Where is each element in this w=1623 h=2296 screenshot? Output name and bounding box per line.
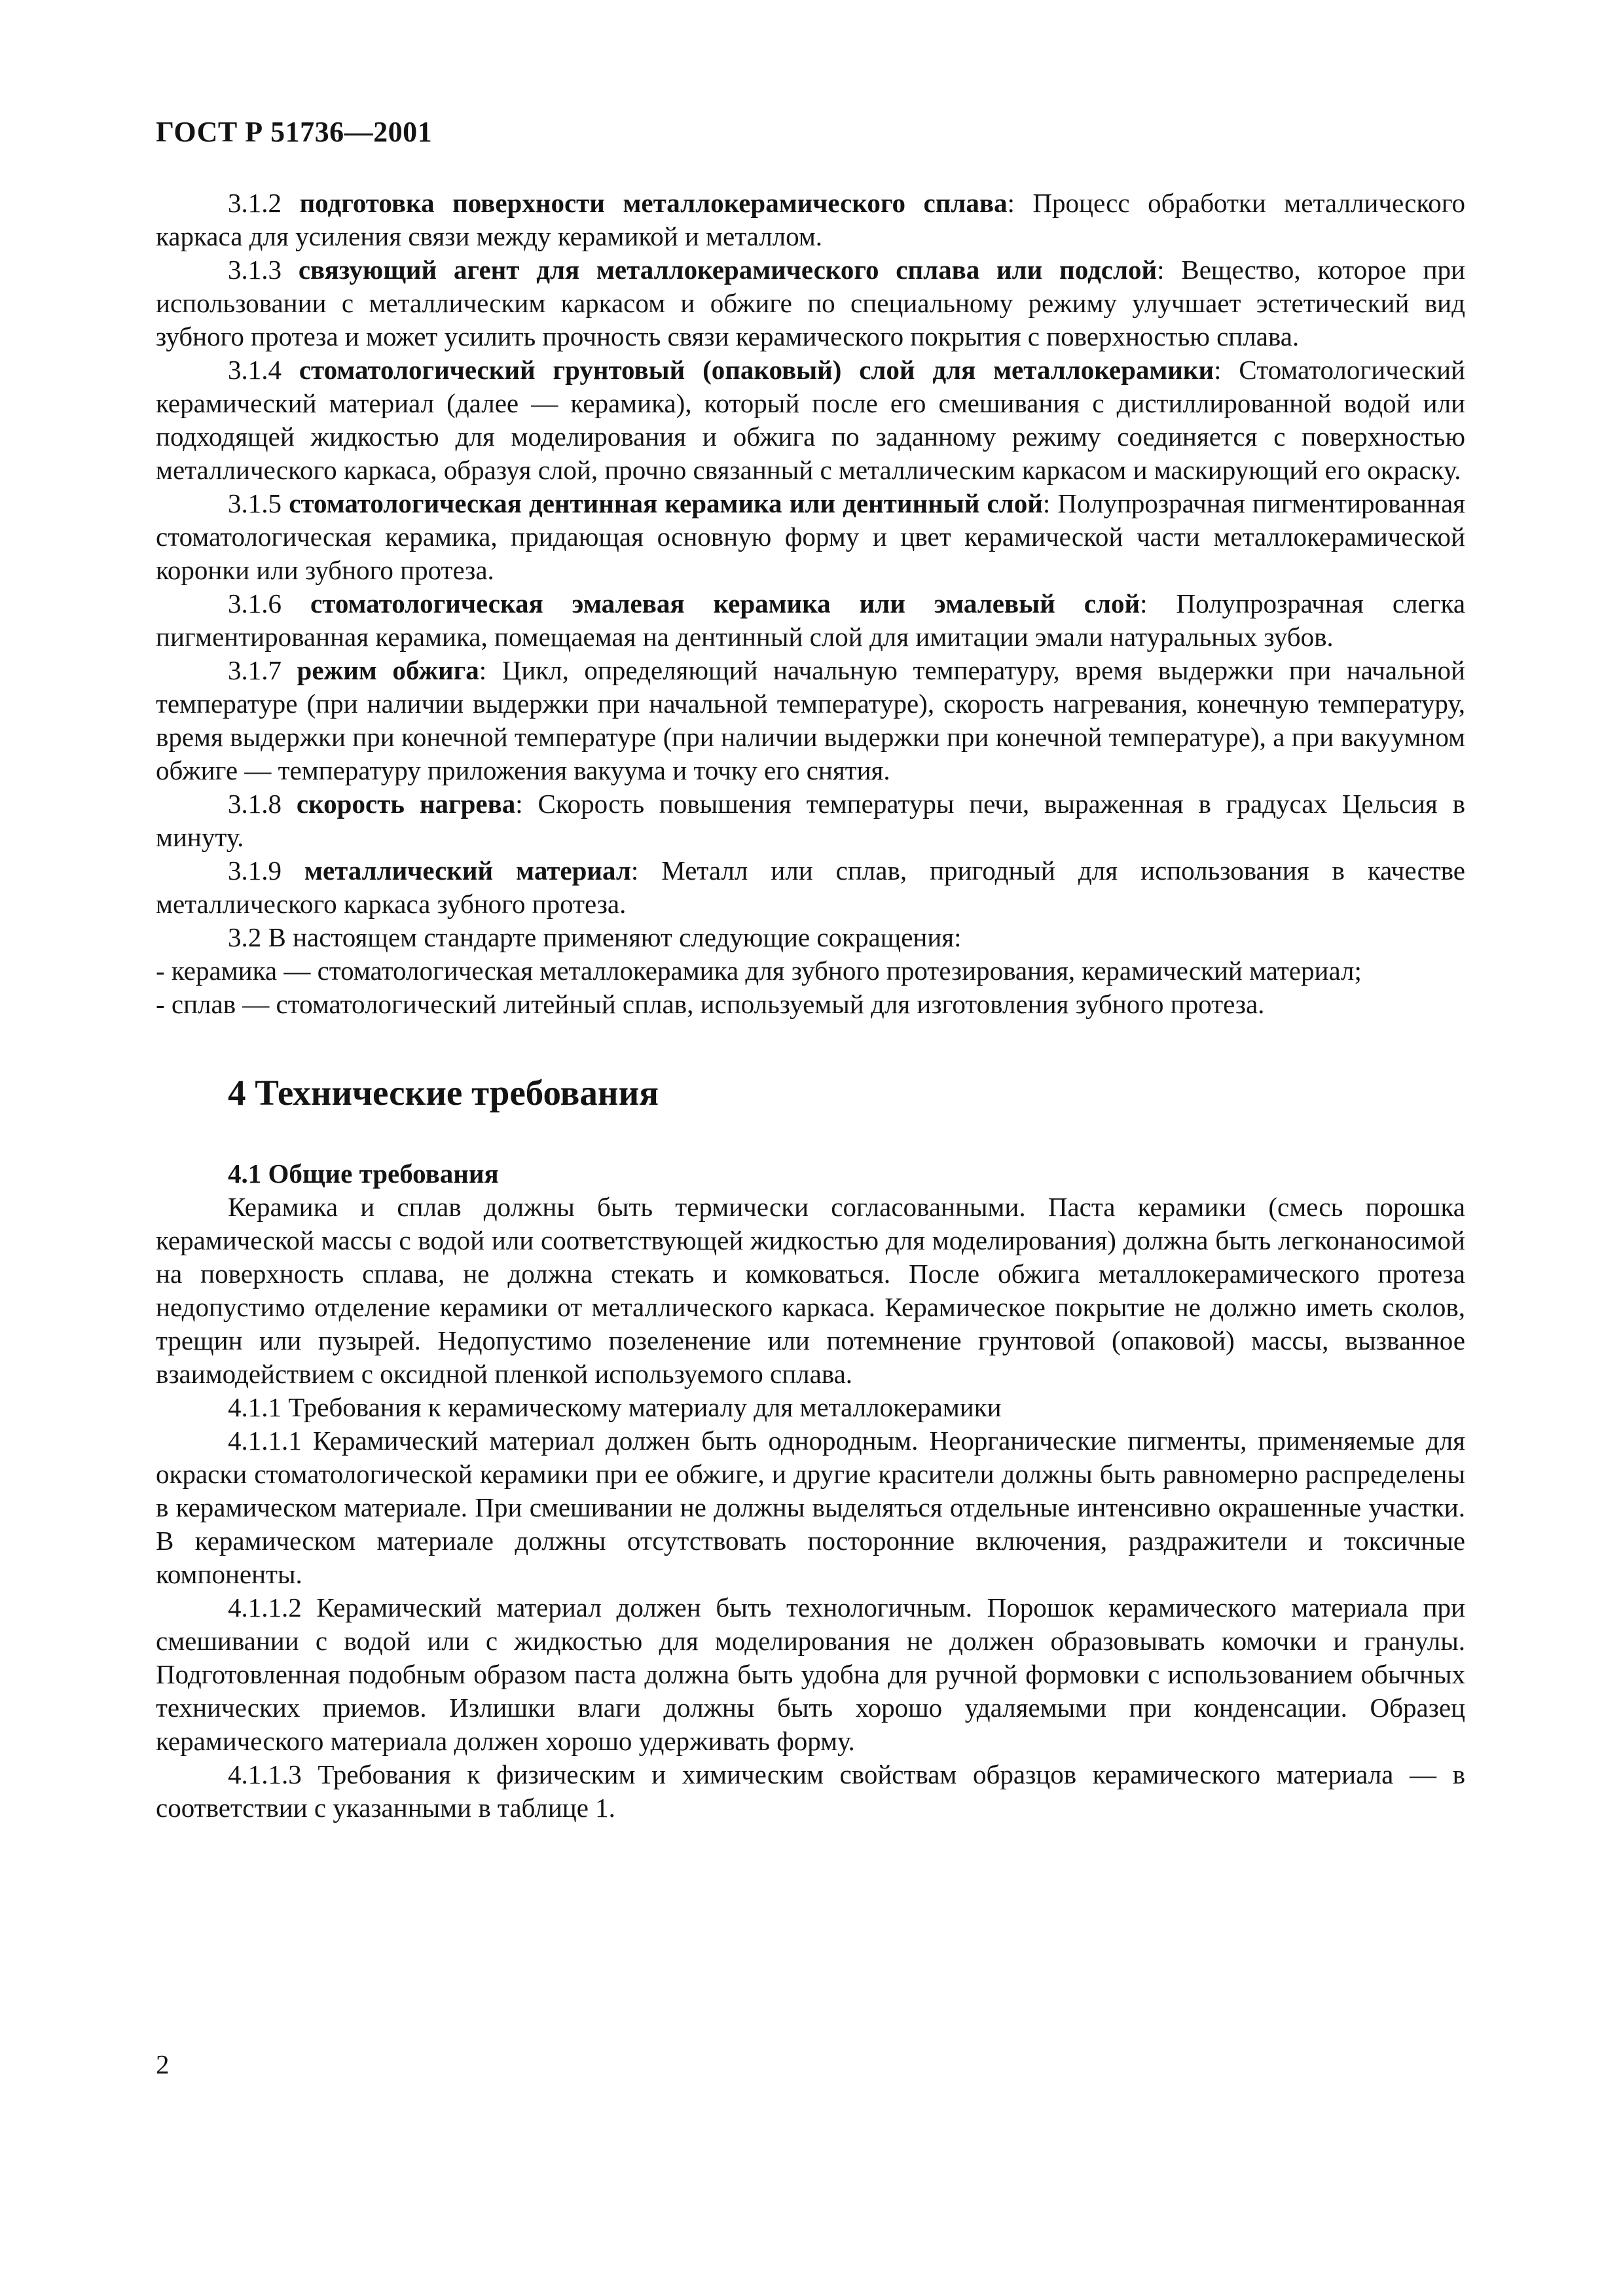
definition-term: режим обжига: [297, 655, 479, 685]
definition-term: металлический материал: [304, 855, 631, 886]
document-body: [156, 187, 1465, 1825]
definition-3-1-9: 3.1.9 металлический материал: Металл или сплав, пригодный для использования в качестве металлического каркаса зубного протеза.: [156, 855, 1466, 919]
definition-term: стоматологическая дентинная керамика или дентинный слой: [289, 488, 1043, 518]
definition-3-1-5: 3.1.5 стоматологическая дентинная керамика или дентинный слой: Полупрозрачная пигментированная стоматологическая керамика, придающая основную форму и цвет керамической части металлокерамической коронки или зубного протеза.: [156, 488, 1465, 585]
page-number: 2: [156, 2049, 170, 2079]
subsection-title: 4.1 Общие требования: [228, 1158, 499, 1189]
definition-term: скорость нагрева: [296, 789, 516, 819]
definition-3-1-8: 3.1.8 скорость нагрева: Скорость повышения температуры печи, выраженная в градусах Цельсия в минуту.: [156, 789, 1466, 852]
general-requirements-text: Керамика и сплав должны быть термически согласованными. Паста керамики (смесь порошка керамической массы с водой или соответствующей жидкостью для моделирования) должна быть легконаносимой на поверхность сплава, не должна стекать и комковаться. После обжига металлокерамического протеза недопустимо отделение керамики от металлического каркаса. Керамическое покрытие не должно иметь сколов, трещин или пузырей. Недопустимо позеленение или потемнение грунтовой (опаковой) массы, вызванное взаимодействием с оксидной пленкой используемого сплава.: [156, 1192, 1465, 1389]
abbreviations-intro: 3.2 В настоящем стандарте применяют следующие сокращения:: [228, 922, 962, 952]
clause-4-1-1-1: 4.1.1.1 Керамический материал должен быть однородным. Неорганические пигменты, применяемые для окраски стоматологической керамики при ее обжиге, и другие красители должны быть равномерно распределены в керамическом материале. При смешивании не должны выделяться отдельные интенсивно окрашенные участки. В керамическом материале должны отсутствовать посторонние включения, раздражители и токсичные компоненты.: [156, 1426, 1465, 1589]
clause-4-1-1: 4.1.1 Требования к керамическому материалу для металлокерамики: [228, 1392, 1002, 1422]
document-header: ГОСТ Р 51736—2001: [156, 116, 433, 148]
definition-3-1-6: 3.1.6 стоматологическая эмалевая керамика или эмалевый слой: Полупрозрачная слегка пигментированная керамика, помещаемая на дентинный слой для имитации эмали натуральных зубов.: [156, 588, 1466, 652]
definition-3-1-7: 3.1.7 режим обжига: Цикл, определяющий начальную температуру, время выдержки при начальной температуре (при наличии выдержки при начальной температуре), скорость нагревания, конечную температуру, время выдержки при конечной температуре (при наличии выдержки при конечной температуре), а при вакуумном обжиге — температуру приложения вакуума и точку его снятия.: [156, 655, 1466, 785]
definition-term: подготовка поверхности металлокерамического сплава: [299, 188, 1008, 218]
abbreviation-item: - керамика — стоматологическая металлокерамика для зубного протезирования, керамический материал;: [156, 956, 1362, 986]
definition-term: стоматологическая эмалевая керамика или эмалевый слой: [310, 588, 1140, 619]
definition-3-1-4: 3.1.4 стоматологический грунтовый (опаковый) слой для металлокерамики: Стоматологический керамический материал (далее — керамика), который после его смешивания с дистиллированной водой или подходящей жидкостью для моделирования и обжига по заданному режиму соединяется с поверхностью металлического каркаса, образуя слой, прочно связанный с металлическим каркасом и маскирующий его окраску.: [156, 355, 1465, 485]
definition-3-1-3: 3.1.3 связующий агент для металлокерамического сплава или подслой: Вещество, которое при использовании с металлическим каркасом и обжиге по специальному режиму улучшает эстетический вид зубного протеза и может усилить прочность связи керамического покрытия с поверхностью сплава.: [156, 255, 1465, 351]
abbreviation-item: - сплав — стоматологический литейный сплав, используемый для изготовления зубного протеза.: [156, 989, 1265, 1019]
section-title: 4 Технические требования: [228, 1073, 659, 1113]
definition-3-1-2: 3.1.2 подготовка поверхности металлокерамического сплава: Процесс обработки металлического каркаса для усиления связи между керамикой и металлом.: [156, 188, 1465, 251]
definition-term: связующий агент для металлокерамического сплава или подслой: [298, 255, 1158, 285]
clause-4-1-1-3: 4.1.1.3 Требования к физическим и химическим свойствам образцов керамического материала — в соответствии с указанными в таблице 1.: [156, 1759, 1465, 1823]
definition-term: стоматологический грунтовый (опаковый) слой для металлокерамики: [299, 355, 1214, 385]
clause-4-1-1-2: 4.1.1.2 Керамический материал должен быть технологичным. Порошок керамического материала при смешивании с водой или с жидкостью для моделирования не должен образовывать комочки и гранулы. Подготовленная подобным образом паста должна быть удобна для ручной формовки с использованием обычных технических приемов. Излишки влаги должны быть хорошо удаляемыми при конденсации. Образец керамического материала должен хорошо удерживать форму.: [156, 1592, 1465, 1756]
